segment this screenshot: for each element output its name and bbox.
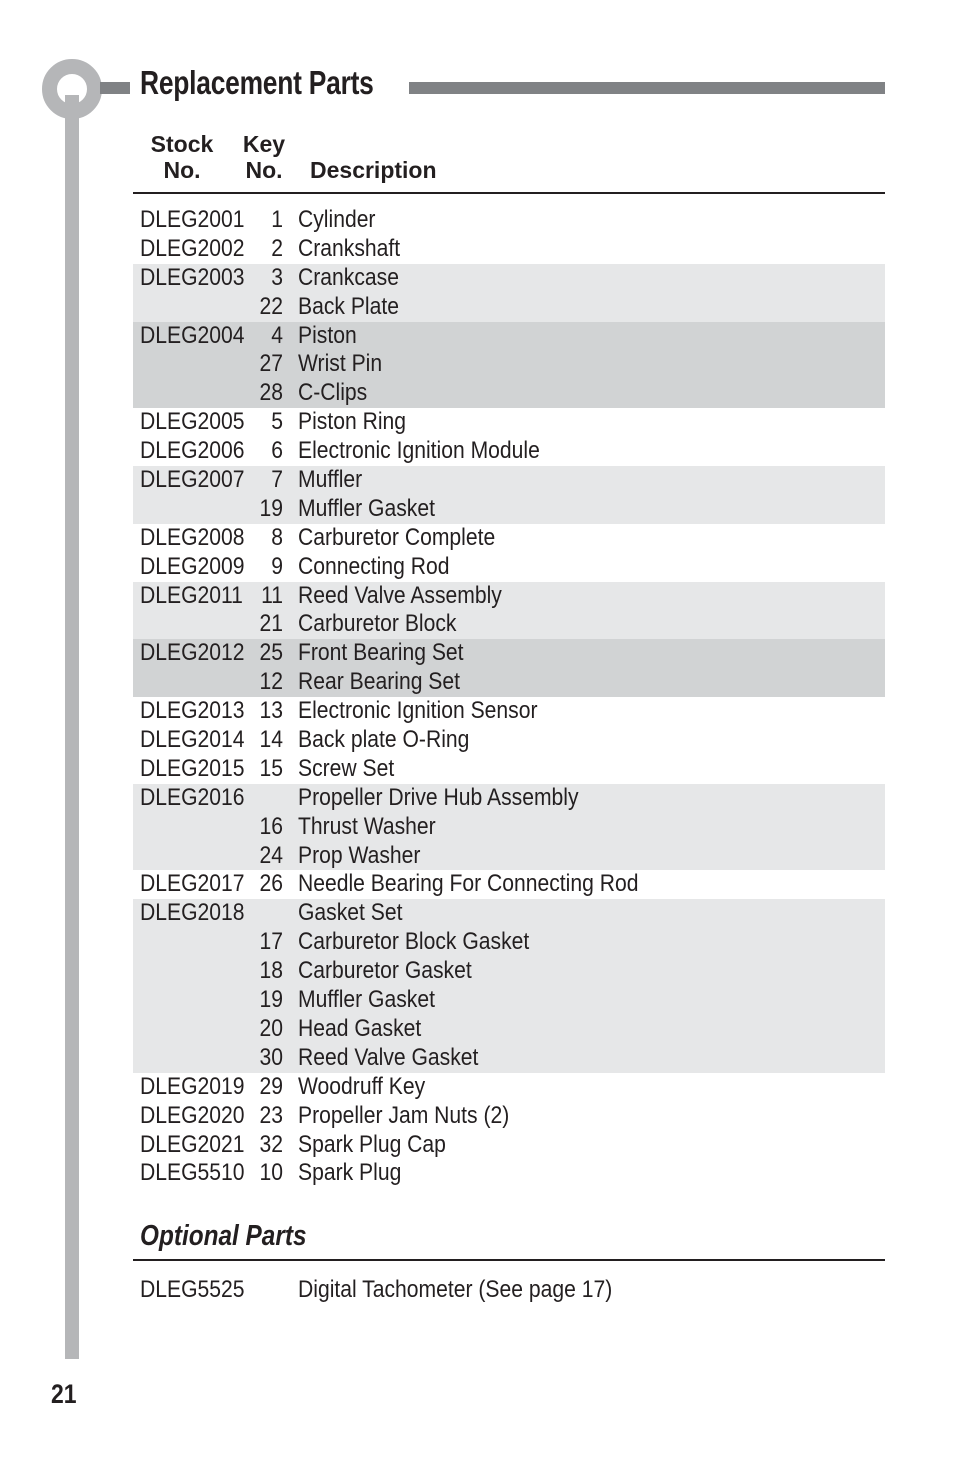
key-no-cell: 4 [271, 321, 283, 349]
stock-no-cell: DLEG2001 [140, 206, 245, 233]
key-no-cell: 30 [259, 1043, 283, 1071]
header-stock-no [133, 131, 231, 183]
description-cell: Piston [298, 321, 357, 349]
key-no-cell: 1 [271, 206, 283, 233]
table-row [133, 755, 885, 784]
ring-decoration [42, 59, 102, 119]
table-row [133, 899, 885, 928]
table-row [133, 1159, 885, 1188]
optional-description: Digital Tachometer (See page 17) [298, 1276, 613, 1303]
description-cell: Carburetor Block [298, 610, 457, 638]
table-row [133, 293, 885, 322]
key-no-cell: 32 [259, 1130, 283, 1158]
table-row [133, 379, 885, 408]
stock-no-cell: DLEG2002 [140, 234, 245, 262]
stock-no-cell: DLEG2006 [140, 437, 245, 465]
key-no-cell: 18 [259, 957, 283, 985]
stock-no-cell: DLEG2011 [140, 581, 243, 609]
table-row [133, 408, 885, 437]
table-row [133, 582, 885, 611]
key-no-cell: 8 [271, 523, 283, 551]
description-cell: Cylinder [298, 206, 376, 233]
description-cell: Gasket Set [298, 899, 403, 927]
header-description: Description [310, 157, 437, 183]
description-cell: Woodruff Key [298, 1072, 426, 1100]
key-no-cell: 9 [271, 552, 283, 580]
key-no-cell: 3 [271, 263, 283, 291]
table-row [133, 1073, 885, 1102]
header-stock-line1: Stock [150, 131, 214, 157]
key-no-cell: 25 [259, 639, 283, 667]
description-cell: Rear Bearing Set [298, 668, 461, 696]
table-row [133, 1015, 885, 1044]
key-no-cell: 15 [259, 754, 283, 782]
table-row [133, 553, 885, 582]
key-no-cell: 22 [259, 292, 283, 320]
key-no-cell: 14 [259, 726, 283, 754]
description-cell: Thrust Washer [298, 812, 436, 840]
description-cell: Front Bearing Set [298, 639, 464, 667]
table-row [133, 639, 885, 668]
table-row [133, 813, 885, 842]
stock-no-cell: DLEG2015 [140, 754, 245, 782]
stock-no-cell: DLEG2016 [140, 783, 245, 811]
key-no-cell: 16 [259, 812, 283, 840]
stock-no-cell: DLEG2003 [140, 263, 245, 291]
key-no-cell: 2 [271, 234, 283, 262]
description-cell: Prop Washer [298, 841, 421, 869]
table-row [133, 610, 885, 639]
section-title: Replacement Parts [140, 64, 374, 101]
description-cell: Spark Plug Cap [298, 1130, 446, 1158]
key-no-cell: 24 [259, 841, 283, 869]
key-no-cell: 28 [259, 379, 283, 407]
key-no-cell: 19 [259, 986, 283, 1014]
description-cell: Carburetor Block Gasket [298, 928, 530, 956]
key-no-cell: 13 [259, 697, 283, 725]
table-row [133, 668, 885, 697]
table-row [133, 928, 885, 957]
key-no-cell: 20 [259, 1014, 283, 1042]
stock-no-cell: DLEG2020 [140, 1101, 245, 1129]
table-row [133, 784, 885, 813]
description-cell: Propeller Drive Hub Assembly [298, 783, 579, 811]
key-no-cell: 27 [259, 350, 283, 378]
key-no-cell: 6 [271, 437, 283, 465]
description-cell: Reed Valve Assembly [298, 581, 502, 609]
description-cell: Carburetor Gasket [298, 957, 472, 985]
description-cell: Crankshaft [298, 234, 401, 262]
description-cell: Connecting Rod [298, 552, 450, 580]
header-key-no [236, 131, 292, 183]
description-cell: Electronic Ignition Module [298, 437, 540, 465]
table-row [133, 986, 885, 1015]
table-row [133, 726, 885, 755]
key-no-cell: 29 [259, 1072, 283, 1100]
title-dash-decoration [100, 82, 130, 94]
description-cell: Reed Valve Gasket [298, 1043, 479, 1071]
parts-table [133, 206, 885, 1188]
table-row [133, 524, 885, 553]
key-no-cell: 10 [259, 1159, 283, 1187]
title-rule-bar [409, 82, 885, 94]
table-row [133, 322, 885, 351]
stock-no-cell: DLEG2005 [140, 408, 245, 436]
table-row [133, 235, 885, 264]
table-row [133, 1044, 885, 1073]
key-no-cell: 7 [271, 466, 283, 494]
stock-no-cell: DLEG5510 [140, 1159, 245, 1187]
table-row [133, 1131, 885, 1160]
table-row [133, 697, 885, 726]
table-row [133, 1102, 885, 1131]
stock-no-cell: DLEG2004 [140, 321, 245, 349]
table-row [133, 495, 885, 524]
table-row [133, 466, 885, 495]
description-cell: Muffler [298, 466, 363, 494]
page-number: 21 [51, 1379, 77, 1409]
description-cell: Muffler Gasket [298, 986, 435, 1014]
description-cell: Head Gasket [298, 1014, 422, 1042]
header-rule [133, 192, 885, 194]
header-key-line2: No. [245, 157, 283, 183]
description-cell: C-Clips [298, 379, 368, 407]
table-row [133, 842, 885, 871]
table-row [133, 350, 885, 379]
header-key-line1: Key [242, 131, 286, 157]
description-cell: Needle Bearing For Connecting Rod [298, 870, 639, 898]
table-row [133, 206, 885, 235]
stock-no-cell: DLEG2021 [140, 1130, 245, 1158]
table-row [133, 264, 885, 293]
description-cell: Muffler Gasket [298, 494, 435, 522]
stock-no-cell: DLEG2013 [140, 697, 245, 725]
key-no-cell: 21 [259, 610, 283, 638]
key-no-cell: 5 [271, 408, 283, 436]
key-no-cell: 11 [261, 581, 283, 609]
stock-no-cell: DLEG2017 [140, 870, 245, 898]
key-no-cell: 19 [259, 494, 283, 522]
optional-rule [133, 1259, 885, 1261]
stock-no-cell: DLEG2009 [140, 552, 245, 580]
optional-row [133, 1275, 885, 1304]
table-row [133, 957, 885, 986]
table-row [133, 870, 885, 899]
key-no-cell: 26 [259, 870, 283, 898]
description-cell: Spark Plug [298, 1159, 402, 1187]
header-stock-line2: No. [163, 157, 201, 183]
stock-no-cell: DLEG2007 [140, 466, 245, 494]
side-bar-decoration [65, 95, 79, 1359]
table-row [133, 437, 885, 466]
stock-no-cell: DLEG2012 [140, 639, 245, 667]
key-no-cell: 12 [259, 668, 283, 696]
stock-no-cell: DLEG2014 [140, 726, 245, 754]
description-cell: Propeller Jam Nuts (2) [298, 1101, 510, 1129]
description-cell: Crankcase [298, 263, 399, 291]
stock-no-cell: DLEG2019 [140, 1072, 245, 1100]
stock-no-cell: DLEG2018 [140, 899, 245, 927]
description-cell: Electronic Ignition Sensor [298, 697, 538, 725]
description-cell: Back Plate [298, 292, 399, 320]
description-cell: Wrist Pin [298, 350, 383, 378]
description-cell: Back plate O-Ring [298, 726, 470, 754]
description-cell: Screw Set [298, 754, 395, 782]
optional-parts-title: Optional Parts [140, 1220, 307, 1252]
description-cell: Piston Ring [298, 408, 407, 436]
optional-stock: DLEG5525 [140, 1276, 245, 1303]
key-no-cell: 23 [259, 1101, 283, 1129]
key-no-cell: 17 [259, 928, 283, 956]
description-cell: Carburetor Complete [298, 523, 496, 551]
stock-no-cell: DLEG2008 [140, 523, 245, 551]
